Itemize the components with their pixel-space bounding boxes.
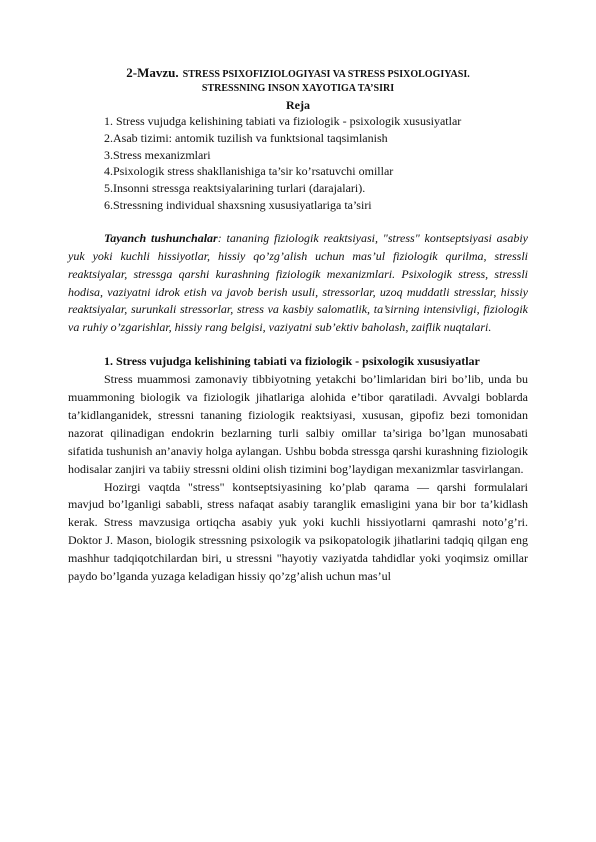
topic-title-line-2: STRESSNING INSON XAYOTIGA TA’SIRI [201, 83, 395, 94]
topic-title [68, 66, 528, 96]
plan-item: 6.Stressning individual shaxsning xususiyatlariga ta’siri [104, 197, 372, 212]
plan-item: 5.Insonni stressga reaktsiyalarining turlari (darajalari). [104, 181, 366, 196]
body-paragraph: Hozirgi vaqtda "stress" kontseptsiyasining ko’plab qarama — qarshi formulalari mavjud bo’lganligi sababli, stress nafaqat asabiy taranglik emasligini yana bir bor ta’kidlash kerak. Stress mavzusiga ortiqcha asabiy yuk yoki kuchli hissiyotlarni qamrashi noto’g’ri. Doktor J. Mason, biologik stressning psixologik va psikopatologik jihatlarini tadqiq qilgan eng mashhur tadqiqotchilardan biri, u stressni "hayotiy vaziyatda tahdidlar yoki yoqimsiz omillar paydo bo’lganda yuzaga keladigan hissiy qo’zg’alish uchun mas’ul [68, 479, 528, 584]
key-concepts-paragraph [68, 230, 528, 337]
plan-list [68, 113, 528, 214]
section-heading: 1. Stress vujudga kelishining tabiati va fiziologik - psixologik xususiyatlar [104, 354, 480, 369]
page-content [68, 64, 528, 586]
plan-heading: Reja [286, 98, 310, 112]
spacer [68, 337, 528, 353]
topic-number: 2-Mavzu. [126, 65, 179, 80]
plan-item: 1. Stress vujudga kelishining tabiati va fiziologik - psixologik xususiyatlar [104, 114, 462, 128]
plan-item: 3.Stress mexanizmlari [104, 147, 211, 162]
topic-title-line-1 [68, 66, 528, 82]
topic-title-text: STRESS PSIXOFIZIOLOGIYASI VA STRESS PSIXOLOGIYASI. [182, 69, 470, 80]
plan-item: 2.Asab tizimi: antomik tuzilish va funktsional taqsimlanish [104, 130, 388, 145]
body-paragraph: Stress muammosi zamonaviy tibbiyotning yetakchi bo’limlaridan biri bo’lib, unda bu muammoning biologik va fiziologik jihatlariga alohida e’tibor qaratiladi. Avvalgi boblarda ta’kidlanganidek, stressni tananing fiziologik reaktsiyasi, xususan, gipofiz bezi tomonidan nazorat qilinadigan endokrin bezlarning turli salbiy omillar ta’siriga bo’lgan munosabati sifatida tushunish an’anaviy holga aylangan. Ushbu bobda stressga qarshi kurashning fiziologik hodisalar zanjiri va tabiiy stressni oldini olish tizimini bog’laydigan mexanizmlar tasvirlangan. [68, 372, 528, 476]
plan-item: 4.Psixologik stress shakllanishiga ta’sir ko’rsatuvchi omillar [104, 164, 394, 179]
spacer [68, 214, 528, 230]
key-concepts-label: Tayanch tushunchalar [104, 230, 218, 245]
key-concepts-text: : tananing fiziologik reaktsiyasi, "stress" kontseptsiyasi asabiy yuk yoki kuchli hissiyotlar, hissiy qo’zg’alish uchun mas’ul fiziologik qurilma, stressli reaktsiyalar, stressga qarshi kurashning fiziologik mexanizmlari. Psixologik stress, stressli hodisa, vaziyatni idrok etish va javob berish usuli, stressorlar, uzoq muddatli stresslar, hissiy reaktsiyalar, surunkali stressorlar, stress va kasbiy salomatlik, ta’sirning intensivligi, fiziologik va ruhiy o’zgarishlar, hissiy rang belgisi, vaziyatni sub’ektiv baholash, zaiflik nuqtalari. [68, 230, 528, 335]
